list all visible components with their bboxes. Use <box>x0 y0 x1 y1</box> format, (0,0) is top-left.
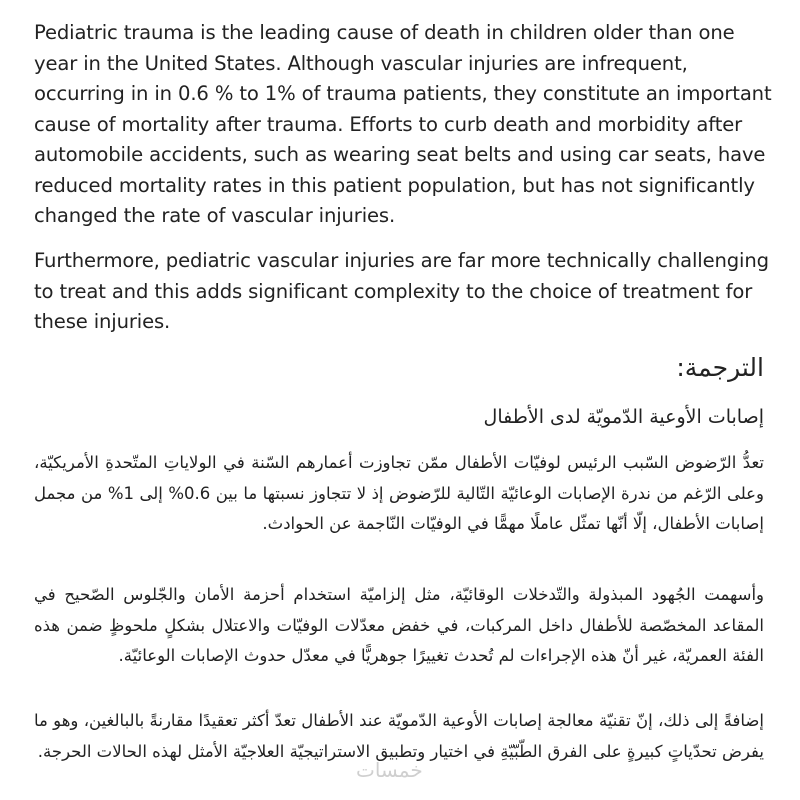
arabic-paragraph-2: وأسهمت الجُهود المبذولة والتّدخلات الوقائيّة، مثل إلزاميّة استخدام أحزمة الأمان والجّلوس الصّحيح في المقاعد المخصّصة للأطفال داخل المركبات، في خفض معدّلات الوفيّات والاعتلال بشكلٍ ملحوظٍ ضمن هذه الفئة العمريّة، غير أنّ هذه الإجراءات لم تُحدث تغييرًا جوهريًّا في معدّل حدوث الإصابات الوعائيّة. <box>34 585 764 665</box>
english-paragraph-2: Furthermore, pediatric vascular injuries are far more technically challenging to treat and this adds significant complexity to the choice of treatment for these injuries. <box>34 249 769 333</box>
arabic-paragraph-3: إضافةً إلى ذلك، إنّ تقنيّة معالجة إصابات الأوعية الدّمويّة عند الأطفال تعدّ أكثر تعقيدًا مقارنةً بالبالغين، وهو ما يفرض تحدّياتٍ كبيرةٍ على الفرق الطّبّيّةِ في اختيار وتطبيق الاستراتيجيّة العلاجيّة الأمثل لهذه الحالات الحرجة. <box>34 711 764 761</box>
translation-heading: الترجمة: <box>676 353 764 382</box>
arabic-paragraph-1: تعدُّ الرّضوض السّبب الرئيس لوفيّات الأطفال ممّن تجاوزت أعمارهم السّنة في الولاياتِ المتّحدةِ الأمريكيّة، وعلى الرّغم من ندرة الإصابات الوعائيّة التّالية للرّضوض إذ لا تتجاوز نسبتها ما بين 0.6% إلى 1% من مجمل إصابات الأطفال، إلّا أنّها تمثّل عاملًا مهمًّا في الوفيّات النّاجمة عن الحوادث. <box>34 453 764 533</box>
english-paragraph-1: Pediatric trauma is the leading cause of death in children older than one year in the United States. Although vascular injuries are infrequent, occurring in in 0.6 % to 1% of trauma patients, they constitute an important cause of mortality after trauma. Efforts to curb death and morbidity after automobile accidents, such as wearing seat belts and using car seats, have reduced mortality rates in this patient population, but has not significantly changed the rate of vascular injuries. <box>34 21 772 227</box>
watermark: خمسات <box>356 758 423 782</box>
arabic-title: إصابات الأوعية الدّمويّة لدى الأطفال <box>483 406 764 428</box>
